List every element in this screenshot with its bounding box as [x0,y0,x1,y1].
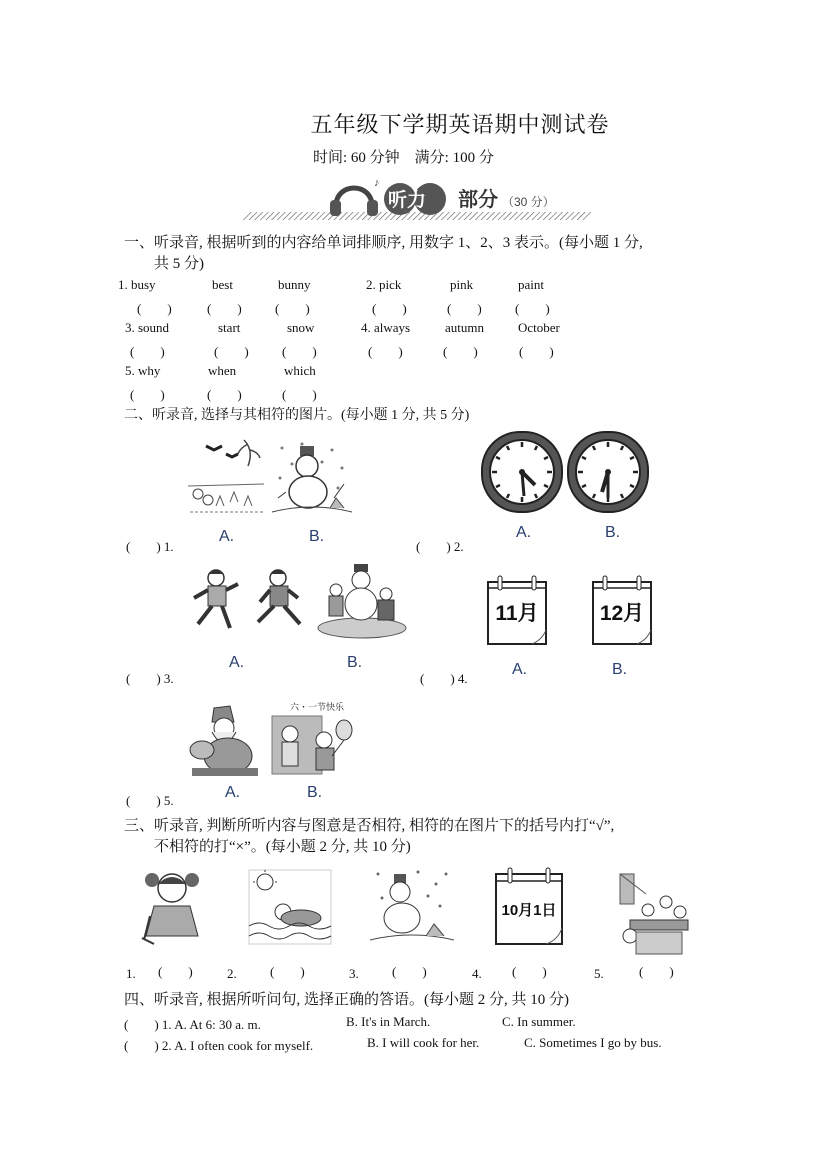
sec1-q2-word3: paint [518,277,544,292]
childrens-day-picture [268,700,354,778]
sec3-q2-number: 2. [227,966,237,981]
snowman-scene-picture [370,866,454,946]
answer-blank[interactable]: ( ) [519,344,554,359]
sec2-q1-number[interactable]: ( ) 1. [126,539,174,554]
sec4-q2[interactable]: ( ) 2. A. I often cook for myself. [124,1038,314,1053]
answer-blank[interactable]: ( ) [137,301,172,316]
sec1-q5-word3: which [284,363,316,378]
snowman-children-picture [316,562,408,640]
calendar-december-icon [591,574,655,646]
sec1-q4-word2: autumn [445,320,484,335]
sec3-q1-number: 1. [126,966,136,981]
answer-blank[interactable]: ( ) [158,964,193,979]
answer-blank[interactable]: ( ) [443,344,478,359]
answer-blank[interactable]: ( ) [368,344,403,359]
answer-blank[interactable]: ( ) [392,964,427,979]
answer-blank[interactable]: ( ) [512,964,547,979]
sec1-q5-label: 5. why [125,363,161,378]
option-b-label: B. [605,524,621,541]
sec3-q4-number: 4. [472,966,482,981]
calendar-october-text: 10月1日 [501,902,557,919]
sec1-q3-label: 3. sound [125,320,170,335]
answer-blank[interactable]: ( ) [207,301,242,316]
banner-score: （30 分） [502,195,555,209]
answer-blank[interactable]: ( ) [639,964,674,979]
option-a-label: A. [225,784,241,801]
sec2-q2-number[interactable]: ( ) 2. [416,539,464,554]
option-a-label: A. [219,528,235,545]
sec1-q1-label: 1. busy [118,277,156,292]
answer-blank[interactable]: ( ) [372,301,407,316]
clock-b-icon [566,430,650,514]
calendar-november-text: 11月 [495,602,539,625]
sec4-q2-option-b[interactable]: B. I will cook for her. [367,1035,480,1050]
sec3-q3-number: 3. [349,966,359,981]
sec1-q4-word3: October [518,320,560,335]
swimming-boy-picture [247,868,333,946]
answer-blank[interactable]: ( ) [282,387,317,402]
sec1-q1-word3: bunny [278,277,311,292]
sec3-q5-number: 5. [594,966,604,981]
answer-blank[interactable]: ( ) [207,387,242,402]
exam-time-score: 时间: 60 分钟 满分: 100 分 [313,150,494,166]
svg-text:♪: ♪ [374,177,380,189]
sec1-q4-label: 4. always [361,320,411,335]
answer-blank[interactable]: ( ) [515,301,550,316]
answer-blank[interactable]: ( ) [282,344,317,359]
sec2-q5-number[interactable]: ( ) 5. [126,793,174,808]
childrens-day-text: 六・一节快乐 [290,702,345,712]
sec1-q2-word2: pink [450,277,474,292]
banner-main: 听力 [388,190,427,211]
sec4-q1-option-b[interactable]: B. It's in March. [346,1014,431,1029]
page-title: 五年级下学期英语期中测试卷 [310,112,610,137]
headphones-icon [330,177,380,216]
spring-picture [186,436,266,518]
santa-picture [188,704,266,778]
option-b-label: B. [307,784,323,801]
sec4-q1[interactable]: ( ) 1. A. At 6: 30 a. m. [124,1017,261,1032]
sec1-q3-word2: start [218,320,241,335]
answer-blank[interactable]: ( ) [270,964,305,979]
option-a-label: A. [229,654,245,671]
answer-blank[interactable]: ( ) [130,344,165,359]
calendar-october-icon [494,866,566,946]
answer-blank[interactable]: ( ) [447,301,482,316]
calendar-december-text: 12月 [599,602,645,625]
answer-blank[interactable]: ( ) [275,301,310,316]
sec1-q2-label: 2. pick [366,277,402,292]
listening-banner [240,172,600,224]
sec4-instruction: 四、听录音, 根据所听问句, 选择正确的答语。(每小题 2 分, 共 10 分) [124,992,569,1008]
family-dinner-picture [616,872,692,958]
option-a-label: A. [512,661,528,678]
sec1-q3-word3: snow [287,320,315,335]
sec2-q4-number[interactable]: ( ) 4. [420,671,468,686]
sec1-q5-word2: when [208,363,237,378]
sec4-q2-option-c[interactable]: C. Sometimes I go by bus. [524,1035,662,1050]
running-boys-picture [186,566,312,638]
option-b-label: B. [612,661,628,678]
sec4-q1-option-c[interactable]: C. In summer. [502,1014,576,1029]
answer-blank[interactable]: ( ) [130,387,165,402]
sec3-instruction: 三、听录音, 判断所听内容与图意是否相符, 相符的在图片下的括号内打“√”, 不相符的打“×”。(每小题 2 分, 共 10 分) [124,818,615,855]
option-a-label: A. [516,524,532,541]
girl-sweeping-picture [140,866,204,946]
sec2-q3-number[interactable]: ( ) 3. [126,671,174,686]
answer-blank[interactable]: ( ) [214,344,249,359]
banner-part: 部分 [458,189,498,211]
option-b-label: B. [309,528,325,545]
sec2-instruction: 二、听录音, 选择与其相符的图片。(每小题 1 分, 共 5 分) [124,408,470,423]
option-b-label: B. [347,654,363,671]
sec1-instruction: 一、听录音, 根据听到的内容给单词排顺序, 用数字 1、2、3 表示。(每小题 1 分, 共 5 分) [124,235,643,272]
sec1-q1-word2: best [212,277,233,292]
snowman-picture [272,438,352,518]
calendar-november-icon [486,574,550,646]
clock-a-icon [480,430,564,514]
